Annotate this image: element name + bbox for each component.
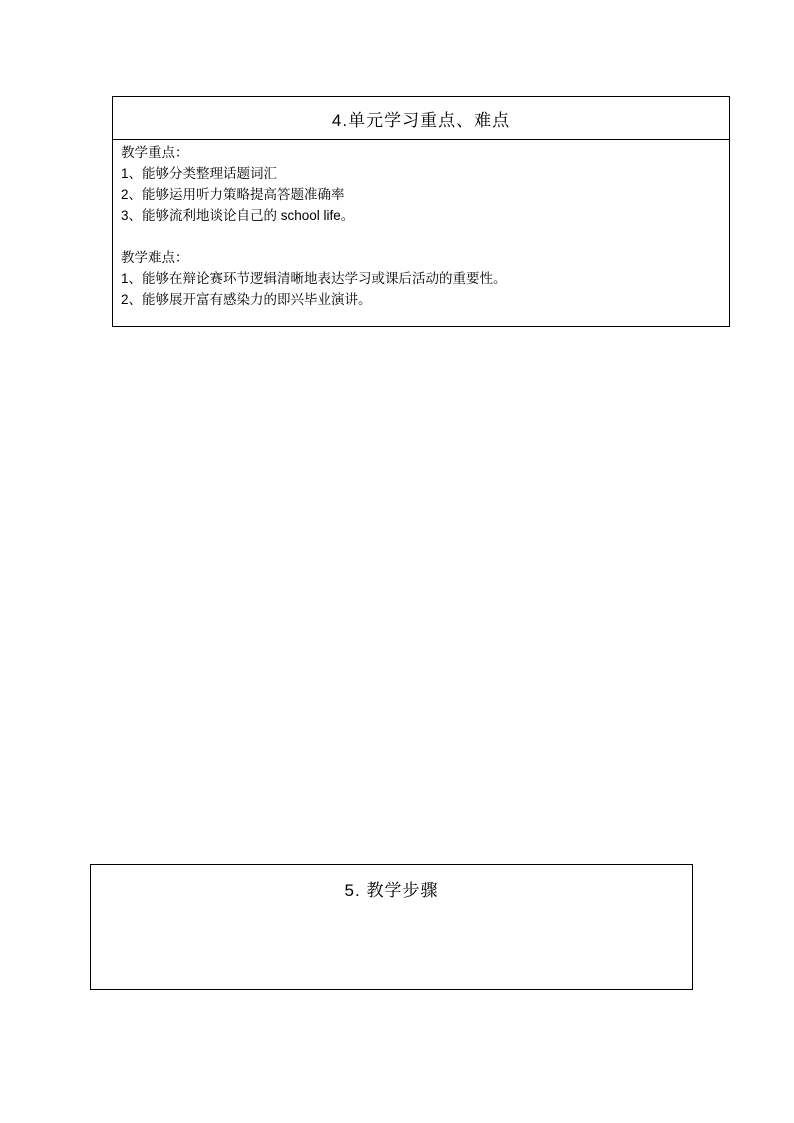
key-point-item: 1、能够分类整理话题词汇 [121, 166, 278, 181]
section-5-title: 5. 教学步骤 [344, 881, 439, 900]
difficult-point-item: 1、能够在辩论赛环节逻辑清晰地表达学习或课后活动的重要性。 [121, 271, 507, 286]
section-5-box [90, 864, 693, 990]
key-point-item: 3、能够流利地谈论自己的 school life。 [121, 208, 355, 223]
section-4-content [113, 140, 729, 310]
blank-line [121, 226, 723, 247]
difficult-points-heading: 教学难点： [121, 250, 189, 265]
key-point-item: 2、能够运用听力策略提高答题准确率 [121, 187, 345, 202]
section-4-title: 4.单元学习重点、难点 [113, 97, 729, 140]
section-4-box [112, 96, 730, 327]
key-points-heading: 教学重点： [121, 145, 189, 160]
difficult-point-item: 2、能够展开富有感染力的即兴毕业演讲。 [121, 292, 372, 307]
